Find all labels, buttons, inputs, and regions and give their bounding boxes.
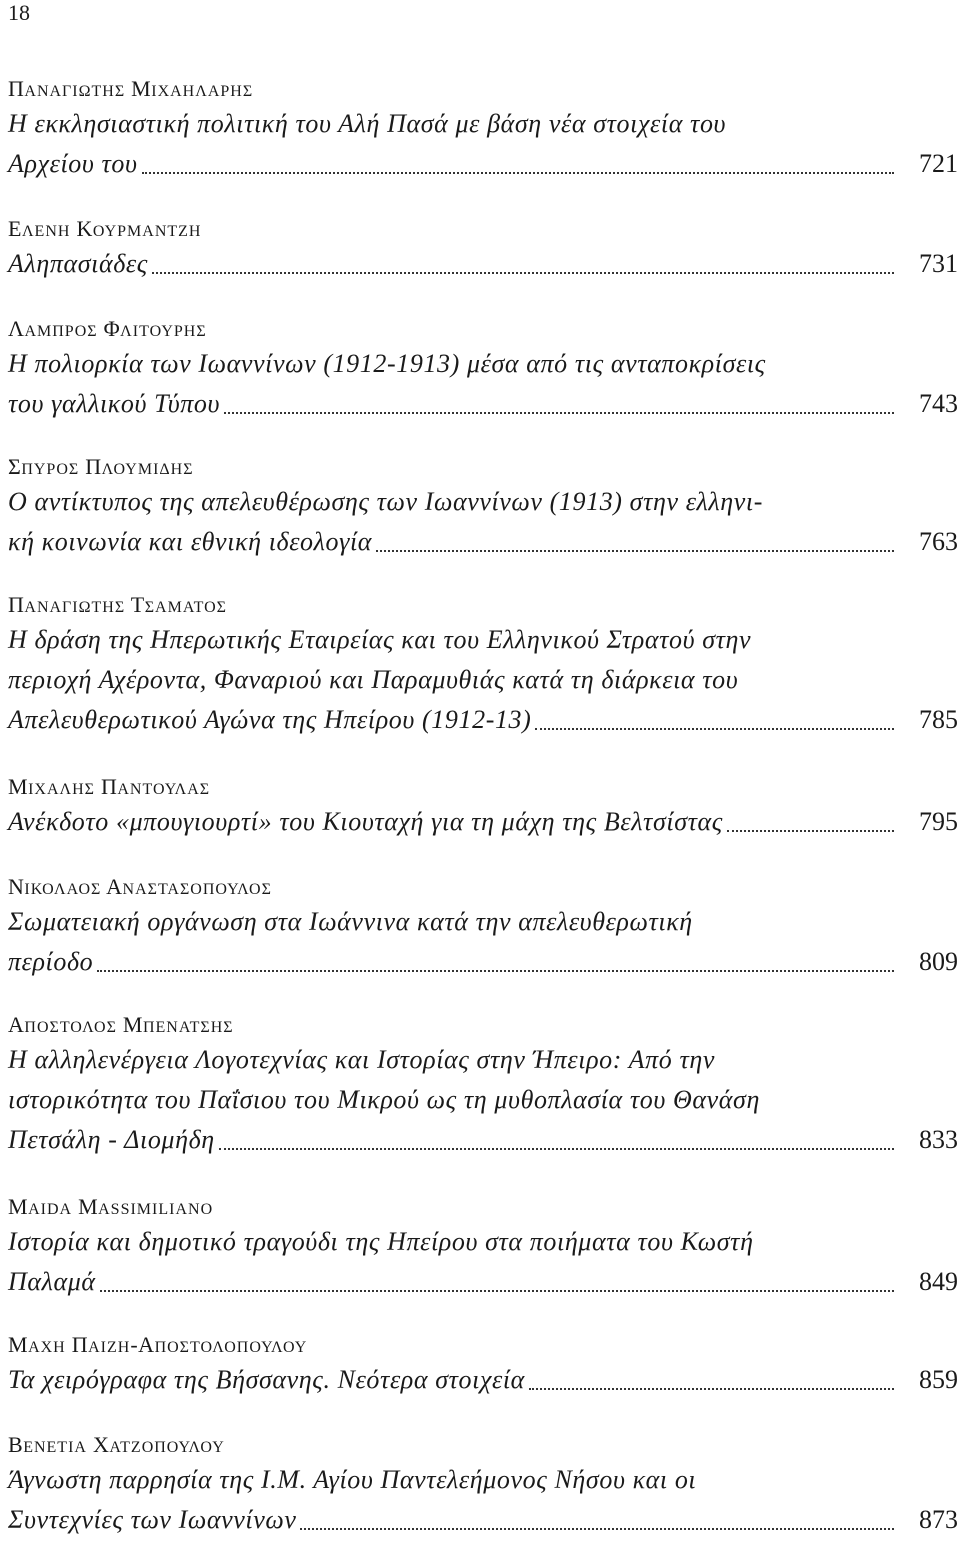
toc-entry-author: ΣΠΥΡΟΣ ΠΛΟΥΜΙΔΗΣ [8, 454, 194, 479]
toc-entry-title-last-line [8, 1262, 958, 1302]
page-number: 18 [8, 0, 30, 25]
dot-leader [224, 411, 894, 414]
dot-leader [100, 1289, 894, 1292]
toc-entry-author: ΒΕΝΕΤΙΑ ΧΑΤΖΟΠΟΥΛΟΥ [8, 1432, 225, 1457]
dot-leader [219, 1147, 894, 1150]
toc-entry-author: ΛΑΜΠΡΟΣ ΦΛΙΤΟΥΡΗΣ [8, 316, 207, 341]
toc-entry [8, 1430, 958, 1540]
dot-leader [535, 727, 894, 730]
toc-entry-title-last-line [8, 700, 958, 740]
toc-entry-author: ΜΑΧΗ ΠΑΙΖΗ-ΑΠΟΣΤΟΛΟΠΟΥΛΟΥ [8, 1332, 308, 1357]
toc-entry-title-line: Άγνωστη παρρησία της Ι.Μ. Αγίου Παντελεήμονος Νήσου και οι [8, 1465, 697, 1494]
toc-entry-title-line: Η αλληλενέργεια Λογοτεχνίας και Ιστορίας στην Ήπειρο: Από την [8, 1045, 716, 1074]
toc-entry-title-last-line [8, 942, 958, 982]
toc-entry-title-line: Ιστορία και δημοτικό τραγούδι της Ηπείρου στα ποιήματα του Κωστή [8, 1227, 754, 1256]
toc-entry-title-text: κή κοινωνία και εθνική ιδεολογία [8, 527, 373, 556]
toc-entry-title-last-line [8, 522, 958, 562]
dot-leader [727, 829, 894, 832]
toc-entry-author: ΠΑΝΑΓΙΩΤΗΣ ΤΣΑΜΑΤΟΣ [8, 592, 227, 617]
toc-entry-title-line: Η δράση της Ηπερωτικής Εταιρείας και του Ελληνικού Στρατού στην [8, 625, 752, 654]
toc-entry-page-number: 721 [919, 149, 958, 178]
toc-entry-page-number: 743 [919, 389, 958, 418]
toc-entry-title-line: Ο αντίκτυπος της απελευθέρωσης των Ιωαννίνων (1913) στην ελληνι- [8, 487, 763, 516]
dot-leader [152, 271, 894, 274]
toc-entry-title-text: Ανέκδοτο «μπουγιουρτί» του Κιουταχή για τη μάχη της Βελτσίστας [8, 807, 723, 836]
toc-entry-title-text: Παλαμά [8, 1267, 96, 1296]
toc-entry-title-text: Απελευθερωτικού Αγώνα της Ηπείρου (1912-13) [8, 705, 532, 734]
toc-entry [8, 452, 958, 562]
toc-entry-page-number: 849 [919, 1267, 958, 1296]
toc-entry [8, 1192, 958, 1302]
toc-entry-title-last-line [8, 144, 958, 184]
toc-entry [8, 872, 958, 982]
toc-entry-title-last-line [8, 802, 958, 842]
toc-entry-title-text: Συντεχνίες των Ιωαννίνων [8, 1505, 297, 1534]
toc-entry-title-text: περίοδο [8, 947, 94, 976]
toc-entry-author: ΜΙΧΑΛΗΣ ΠΑΝΤΟΥΛΑΣ [8, 774, 211, 799]
toc-entry [8, 74, 958, 184]
toc-entry-page-number: 731 [919, 249, 958, 278]
toc-entry [8, 214, 958, 284]
dot-leader [376, 549, 894, 552]
toc-entry-page-number: 859 [919, 1365, 958, 1394]
toc-entry-page-number: 763 [919, 527, 958, 556]
toc-entry [8, 772, 958, 842]
toc-entry-page-number: 809 [919, 947, 958, 976]
dot-leader [300, 1527, 894, 1530]
dot-leader [529, 1387, 894, 1390]
toc-entry-page-number: 833 [919, 1125, 958, 1154]
toc-entry-title-last-line [8, 244, 958, 284]
toc-entry-title-last-line [8, 1360, 958, 1400]
toc-entry [8, 1330, 958, 1400]
toc-entry-title-last-line [8, 384, 958, 424]
dot-leader [97, 969, 894, 972]
toc-entry-title-text: Αρχείου του [8, 149, 138, 178]
toc-entry-author: ΝΙΚΟΛΑΟΣ ΑΝΑΣΤΑΣΟΠΟΥΛΟΣ [8, 874, 272, 899]
toc-entry-page-number: 795 [919, 807, 958, 836]
toc-entry-title-text: Τα χειρόγραφα της Βήσσανης. Νεότερα στοιχεία [8, 1365, 525, 1394]
toc-entry-author: MAIDA MASSIMILIANO [8, 1194, 214, 1219]
toc-entry-page-number: 785 [919, 705, 958, 734]
toc-entry-title-last-line [8, 1120, 958, 1160]
toc-entry-author: ΠΑΝΑΓΙΩΤΗΣ ΜΙΧΑΗΛΑΡΗΣ [8, 76, 254, 101]
toc-entry-title-last-line [8, 1500, 958, 1540]
toc-entry-title-line: περιοχή Αχέροντα, Φαναριού και Παραμυθιάς κατά τη διάρκεια του [8, 665, 739, 694]
toc-entry-author: ΕΛΕΝΗ ΚΟΥΡΜΑΝΤΖΗ [8, 216, 202, 241]
toc-entry-title-line: Η πολιορκία των Ιωαννίνων (1912-1913) μέσα από τις ανταποκρίσεις [8, 349, 766, 378]
toc-entry-title-text: Πετσάλη - Διομήδη [8, 1125, 215, 1154]
toc-entry-author: ΑΠΟΣΤΟΛΟΣ ΜΠΕΝΑΤΣΗΣ [8, 1012, 234, 1037]
toc-entry-title-text: Αληπασιάδες [8, 249, 148, 278]
toc-entry-page-number: 873 [919, 1505, 958, 1534]
toc-entry-title-line: Η εκκλησιαστική πολιτική του Αλή Πασά με βάση νέα στοιχεία του [8, 109, 727, 138]
toc-entry [8, 1010, 958, 1160]
toc-entry [8, 314, 958, 424]
toc-entry-title-line: Σωματειακή οργάνωση στα Ιωάννινα κατά την απελευθερωτική [8, 907, 693, 936]
toc-entry [8, 590, 958, 740]
toc-entry-title-line: ιστορικότητα του Παΐσιου του Μικρού ως τη μυθοπλασία του Θανάση [8, 1085, 760, 1114]
dot-leader [142, 171, 894, 174]
toc-entry-title-text: του γαλλικού Τύπου [8, 389, 221, 418]
